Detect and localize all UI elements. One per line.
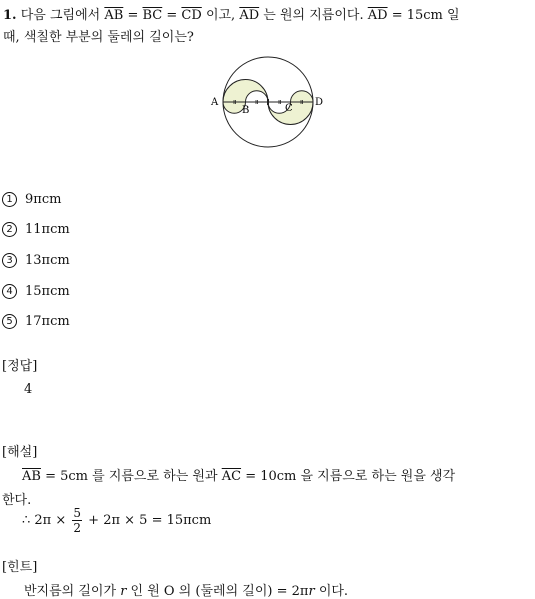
formula-fraction	[72, 506, 82, 535]
variable-r: r	[308, 584, 315, 599]
label-c: C	[285, 103, 293, 114]
question-text-3: 는 원의 지름이다.	[263, 8, 364, 23]
formula-pre: ∴ 2π ×	[22, 513, 67, 528]
question-text-1: 다음 그림에서	[20, 8, 101, 23]
choice-text: 9πcm	[25, 192, 62, 207]
hint-header: [힌트]	[2, 560, 38, 575]
question-line-1	[3, 4, 460, 23]
choice-5[interactable]	[2, 314, 70, 329]
choice-3[interactable]	[2, 253, 70, 268]
explanation-formula	[22, 506, 211, 535]
equals-sign: =	[166, 8, 178, 23]
variable-r: r	[120, 584, 127, 599]
answer-value: 4	[24, 382, 33, 397]
choice-marker: 4	[2, 284, 17, 299]
hint-text-2: 인 원 O 의 (둘레의 길이) = 2π	[130, 584, 309, 599]
segment-ac: $\overline{AC}$	[221, 469, 242, 484]
choice-marker: 2	[2, 222, 17, 237]
formula-post: + 2π × 5 = 15πcm	[88, 513, 212, 528]
equals-sign: =	[127, 8, 139, 23]
segment-cd: $\overline{CD}$	[181, 8, 202, 23]
label-d: D	[315, 97, 324, 108]
hint-text-1: 반지름의 길이가	[24, 584, 117, 599]
label-b: B	[242, 105, 250, 116]
choice-2[interactable]	[2, 222, 70, 237]
segment-bc: $\overline{BC}$	[142, 8, 163, 23]
choice-1[interactable]	[2, 192, 61, 207]
choice-4[interactable]	[2, 284, 70, 299]
question-number: 1.	[3, 8, 17, 23]
question-text-2: 이고,	[205, 8, 236, 23]
choice-text: 17πcm	[25, 314, 70, 329]
hint-line	[24, 580, 348, 599]
explanation-header: [해설]	[2, 445, 38, 460]
choice-marker: 5	[2, 314, 17, 329]
segment-ab: $\overline{AB}$	[22, 469, 41, 484]
answer-header: [정답]	[2, 359, 38, 374]
label-a: A	[211, 97, 219, 108]
segment-ad: $\overline{AD}$	[239, 8, 260, 23]
fraction-numerator: 5	[73, 506, 82, 520]
hint-text-3: 이다.	[318, 584, 349, 599]
explanation-line-2: 한다.	[2, 493, 32, 508]
explanation-text-2: = 10cm 을 지름으로 하는 원을 생각	[245, 469, 456, 484]
question-line-2: 때, 색칠한 부분의 둘레의 길이는?	[3, 30, 194, 45]
segment-ad: $\overline{AD}$	[367, 8, 388, 23]
choice-marker: 1	[2, 192, 17, 207]
segment-ab: $\overline{AB}$	[104, 8, 124, 23]
explanation-text-1: = 5cm 를 지름으로 하는 원과	[45, 469, 218, 484]
question-text-4: = 15cm 일	[391, 8, 460, 23]
choice-marker: 3	[2, 253, 17, 268]
choice-text: 15πcm	[25, 284, 70, 299]
fraction-denominator: 2	[73, 521, 82, 535]
choice-text: 13πcm	[25, 253, 70, 268]
explanation-line-1	[22, 465, 455, 484]
circle-figure	[206, 54, 332, 150]
choice-text: 11πcm	[25, 222, 70, 237]
